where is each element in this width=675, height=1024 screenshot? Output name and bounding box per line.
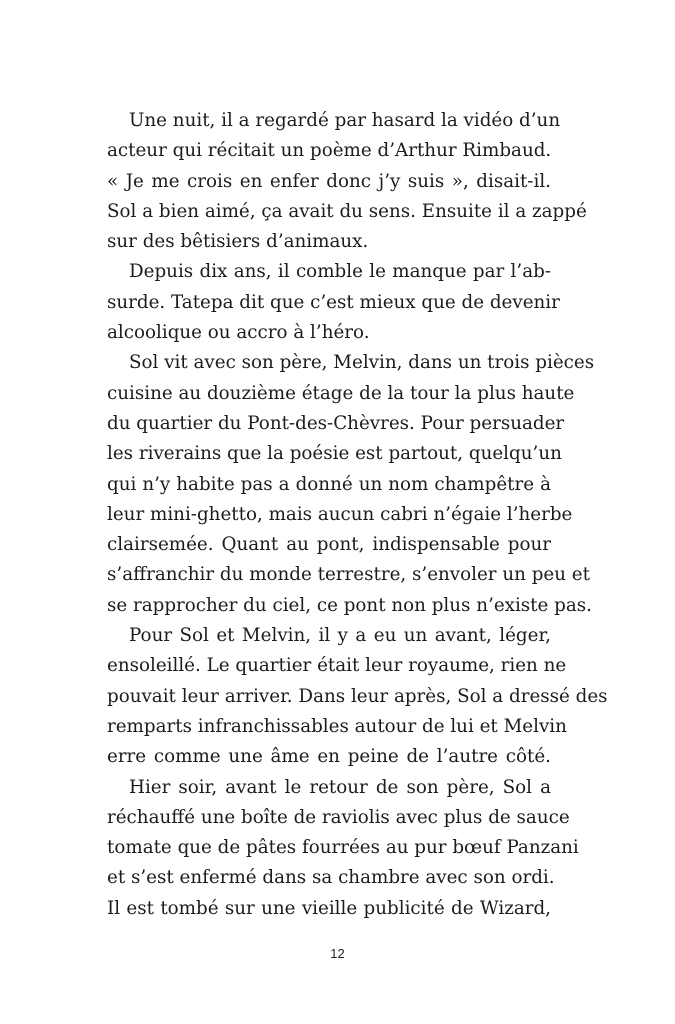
page-number: 12: [330, 946, 345, 961]
text-line: remparts infranchissables autour de lui et Melvin: [107, 715, 567, 737]
text-line: surde. Tatepa dit que c’est mieux que de devenir: [107, 291, 560, 313]
text-line: Il est tombé sur une vieille publicité de Wizard,: [107, 897, 551, 919]
text-line: Pour Sol et Melvin, il y a eu un avant, léger,: [129, 625, 551, 647]
text-line: et s’est enfermé dans sa chambre avec son ordi.: [107, 867, 555, 889]
text-line: acteur qui récitait un poème d’Arthur Rimbaud.: [107, 140, 552, 162]
text-line: s’affranchir du monde terrestre, s’envoler un peu et: [107, 564, 590, 586]
text-line: qui n’y habite pas a donné un nom champêtre à: [107, 473, 551, 495]
text-line: Depuis dix ans, il comble le manque par l’ab-: [129, 261, 551, 283]
text-line: du quartier du Pont-des-Chèvres. Pour persuader: [107, 412, 565, 434]
text-line: sur des bêtisiers d’animaux.: [107, 231, 369, 253]
text-line: erre comme une âme en peine de l’autre côté.: [107, 746, 551, 768]
text-line: se rapprocher du ciel, ce pont non plus n’existe pas.: [107, 594, 592, 616]
text-line: alcoolique ou accro à l’héro.: [107, 322, 370, 344]
text-line: ensoleillé. Le quartier était leur royaume, rien ne: [107, 655, 567, 677]
text-line: Une nuit, il a regardé par hasard la vidéo d’un: [129, 110, 561, 131]
text-line: réchauffé une boîte de raviolis avec plus de sauce: [107, 806, 570, 828]
text-line: « Je me crois en enfer donc j’y suis », disait-il.: [107, 170, 551, 192]
text-line: pouvait leur arriver. Dans leur après, Sol a dressé des: [107, 685, 608, 707]
text-line: Sol a bien aimé, ça avait du sens. Ensuite il a zappé: [107, 200, 587, 222]
text-line: clairsemée. Quant au pont, indispensable pour: [107, 534, 551, 556]
text-line: leur mini-ghetto, mais aucun cabri n’égaie l’herbe: [107, 503, 573, 525]
text-line: cuisine au douzième étage de la tour la plus haute: [107, 382, 575, 404]
text-line: Hier soir, avant le retour de son père, Sol a: [129, 776, 551, 798]
text-line: les riverains que la poésie est partout, quelqu’un: [107, 443, 562, 465]
body-text: [107, 106, 608, 924]
text-line: Sol vit avec son père, Melvin, dans un trois pièces: [129, 352, 595, 374]
text-line: tomate que de pâtes fourrées au pur bœuf Panzani: [107, 837, 579, 859]
